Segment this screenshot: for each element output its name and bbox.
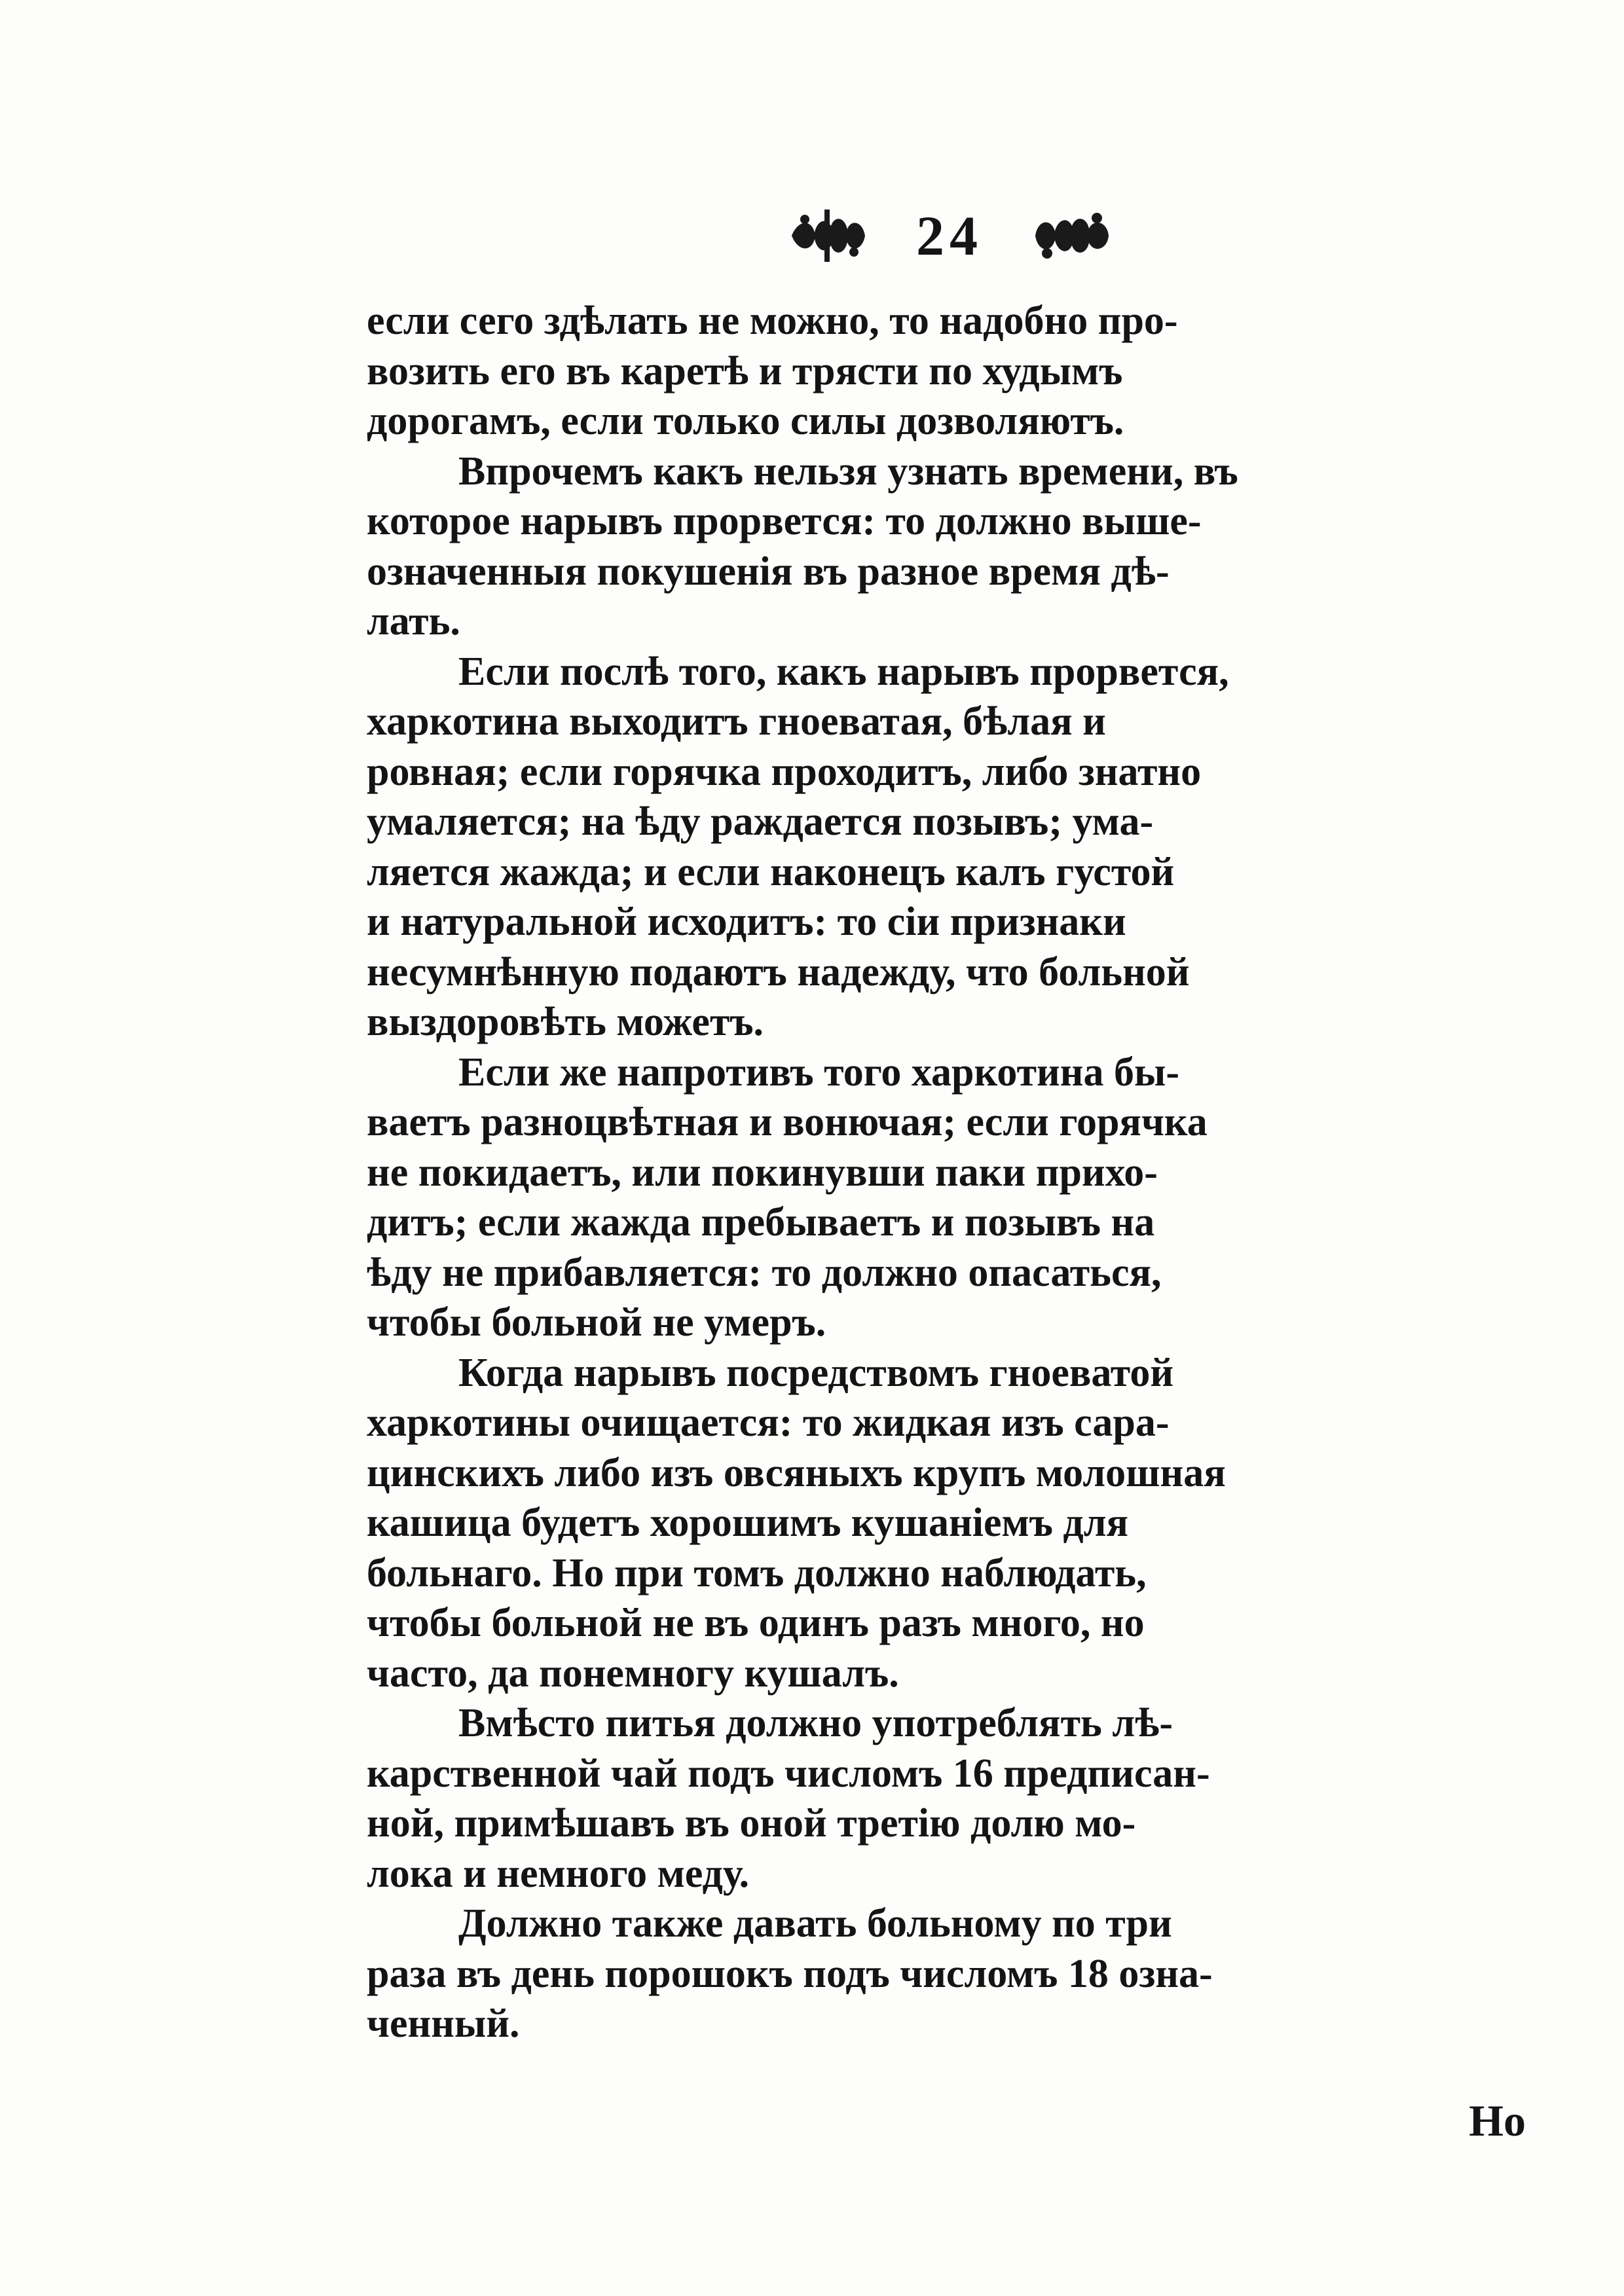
page-number: 24 — [916, 204, 983, 267]
paragraph: Впрочемъ какъ нельзя узнать времени, въ которое нарывъ прорвется: то должно выше- означенныя покушенія въ разное время дѣ- лать. — [367, 448, 1238, 644]
paragraph: Должно также давать больному по три раза въ день порошокъ подъ числомъ 18 озна- ченный. — [367, 1901, 1213, 2046]
floral-ornament-icon — [1029, 206, 1114, 265]
body-text — [367, 296, 1526, 2049]
floral-ornament-icon — [785, 206, 870, 265]
paragraph: если сего здѣлать не можно, то надобно про- возить его въ каретѣ и трясти по худымъ дорогамъ, если только силы дозволяютъ. — [367, 299, 1178, 443]
paragraph: Если послѣ того, какъ нарывъ прорвется, харкотина выходитъ гноеватая, бѣлая и ровная; если горячка проходитъ, либо знатно умаляется; на ѣду раждается позывъ; ума- ляется жажда; и если наконецъ калъ густой и натуральной исходитъ: то сіи признаки несумнѣнную подаютъ надежду, что больной выздоровѣть можетъ. — [367, 649, 1229, 1044]
page-header — [720, 196, 1179, 275]
paragraph: Если же напротивъ того харкотина бы- ваетъ разноцвѣтная и вонючая; если горячка не покидаетъ, или покинувши паки прихо- дитъ; если жажда пребываетъ и позывъ на ѣду не прибавляется: то должно опасаться, чтобы больной не умеръ. — [367, 1049, 1208, 1345]
paragraph: Когда нарывъ посредствомъ гноеватой харкотины очищается: то жидкая изъ сара- цинскихъ либо изъ овсяныхъ крупъ молошная кашица будетъ хорошимъ кушаніемъ для больнаго. Но при томъ должно наблюдать, чтобы больной не въ одинъ разъ много, но часто, да понемногу кушалъ. — [367, 1350, 1226, 1696]
paragraph: Вмѣсто питья должно употреблять лѣ- карственной чай подъ числомъ 16 предписан- ной, примѣшавъ въ оной третію долю мо- лока и немного меду. — [367, 1701, 1210, 1896]
catchword: Но — [1469, 2096, 1526, 2145]
